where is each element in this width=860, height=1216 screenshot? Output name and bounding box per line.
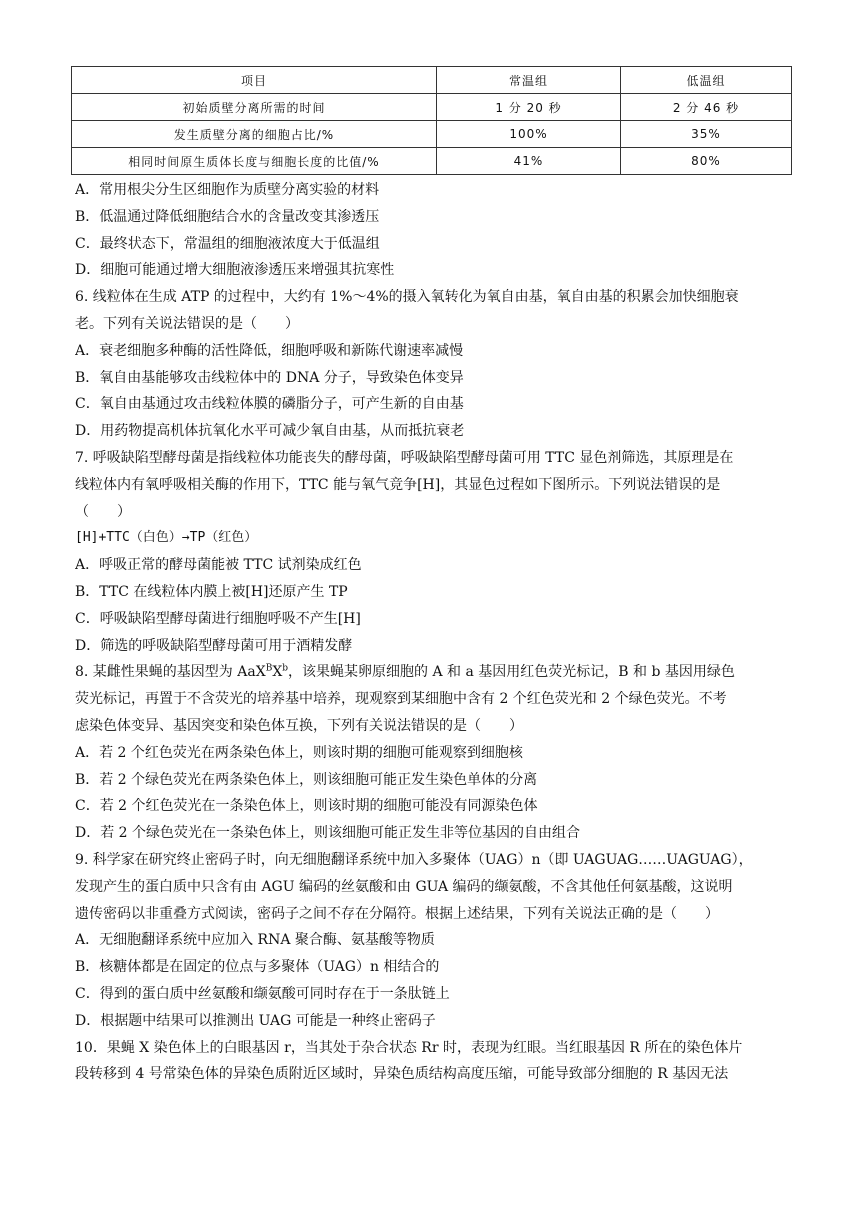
q8-stem-line: 荧光标记，再置于不含荧光的培养基中培养，现观察到某细胞中含有 2 个红色荧光和 2 个绿色荧光。不考 [75,691,727,708]
q7-equation: [H]+TTC（白色）→TP（红色） [75,530,258,546]
table-cell: 相同时间原生质体长度与细胞长度的比值/% [72,148,437,175]
q9-stem-line: 9. 科学家在研究终止密码子时，向无细胞翻译系统中加入多聚体（UAG）n（即 UAGUAG……UAGUAG）， [75,851,753,868]
q10-stem-line: 10．果蝇 X 染色体上的白眼基因 r，当其处于杂合状态 Rr 时，表现为红眼。当红眼基因 R 所在的染色体片 [75,1039,743,1056]
genotype-superscript: B [265,663,273,674]
q10-stem-line: 段转移到 4 号常染色体的异染色质附近区域时，异染色质结构高度压缩，可能导致部分细胞的 R 基因无法 [75,1066,729,1083]
q5-option-a: A．常用根尖分生区细胞作为质壁分离实验的材料 [75,182,380,198]
q5-option-b: B．低温通过降低细胞结合水的含量改变其渗透压 [75,208,380,225]
table-cell: 初始质壁分离所需的时间 [72,94,437,121]
table-header-cell: 项目 [72,67,437,94]
table-header-row [72,67,792,94]
q8-option-c: C．若 2 个红色荧光在一条染色体上，则该时期的细胞可能没有同源染色体 [75,798,538,815]
q8-option-b: B．若 2 个绿色荧光在两条染色体上，则该细胞可能正发生染色单体的分离 [75,771,538,788]
table-header-cell: 常温组 [437,67,621,94]
table-cell: 35% [621,121,792,148]
q5-option-c: C．最终状态下，常温组的细胞液浓度大于低温组 [75,235,380,252]
q6-option-a: A．衰老细胞多种酶的活性降低，细胞呼吸和新陈代谢速率减慢 [75,342,464,359]
question-content [75,177,790,1088]
q7-option-c: C．呼吸缺陷型酵母菌进行细胞呼吸不产生[H] [75,610,361,627]
table-row [72,121,792,148]
experiment-table [71,66,792,175]
table-cell: 2 分 46 秒 [621,94,792,121]
q6-option-b: B．氧自由基能够攻击线粒体中的 DNA 分子，导致染色体变异 [75,369,464,386]
table-cell: 1 分 20 秒 [437,94,621,121]
q8-option-a: A．若 2 个红色荧光在两条染色体上，则该时期的细胞可能观察到细胞核 [75,744,523,761]
q6-option-d: D．用药物提高机体抗氧化水平可减少氧自由基，从而抵抗衰老 [75,423,465,440]
q8-stem-text: X [272,664,283,681]
q9-option-b: B．核糖体都是在固定的位点与多聚体（UAG）n 相结合的 [75,959,440,976]
q7-option-d: D．筛选的呼吸缺陷型酵母菌可用于酒精发酵 [75,637,353,654]
table-cell: 发生质壁分离的细胞占比/% [72,121,437,148]
table-row [72,148,792,175]
q7-option-b: B．TTC 在线粒体内膜上被[H]还原产生 TP [75,583,348,600]
q6-stem-line: 6. 线粒体在生成 ATP 的过程中，大约有 1%～4%的摄入氧转化为氧自由基，氧自由基的积累会加快细胞衰 [75,289,739,306]
table-cell: 80% [621,148,792,175]
q7-stem-line: 7. 呼吸缺陷型酵母菌是指线粒体功能丧失的酵母菌，呼吸缺陷型酵母菌可用 TTC 显色剂筛选，其原理是在 [75,449,734,466]
table-row [72,94,792,121]
q9-stem-line: 遗传密码以非重叠方式阅读，密码子之间不存在分隔符。根据上述结果，下列有关说法正确的是（ ） [75,905,719,922]
q8-stem-line: 虑染色体变异、基因突变和染色体互换，下列有关说法错误的是（ ） [75,717,523,734]
table-cell: 100% [437,121,621,148]
genotype-superscript: b [282,663,289,674]
q8-stem-text: ，该果蝇某卵原细胞的 A 和 a 基因用红色荧光标记，B 和 b 基因用绿色 [288,664,735,681]
q6-option-c: C．氧自由基通过攻击线粒体膜的磷脂分子，可产生新的自由基 [75,396,464,413]
q7-option-a: A．呼吸正常的酵母菌能被 TTC 试剂染成红色 [75,557,362,574]
q8-stem-text: 8. 某雌性果蝇的基因型为 AaX [75,664,266,681]
q7-stem-line: 线粒体内有氧呼吸相关酶的作用下，TTC 能与氧气竞争[H]，其显色过程如下图所示。下列说法错误的是 [75,476,721,493]
q9-stem-line: 发现产生的蛋白质中只含有由 AGU 编码的丝氨酸和由 GUA 编码的缬氨酸，不含其他任何氨基酸，这说明 [75,878,733,895]
q8-stem-line [75,659,790,686]
q8-option-d: D．若 2 个绿色荧光在一条染色体上，则该细胞可能正发生非等位基因的自由组合 [75,825,581,842]
table-cell: 41% [437,148,621,175]
q5-option-d: D．细胞可能通过增大细胞液渗透压来增强其抗寒性 [75,262,395,279]
q9-option-a: A．无细胞翻译系统中应加入 RNA 聚合酶、氨基酸等物质 [75,932,435,949]
q9-option-d: D．根据题中结果可以推测出 UAG 可能是一种终止密码子 [75,1012,436,1029]
q7-stem-line: （ ） [75,503,131,520]
q9-option-c: C．得到的蛋白质中丝氨酸和缬氨酸可同时存在于一条肽链上 [75,985,450,1002]
table-header-cell: 低温组 [621,67,792,94]
q6-stem-line: 老。下列有关说法错误的是（ ） [75,315,299,332]
